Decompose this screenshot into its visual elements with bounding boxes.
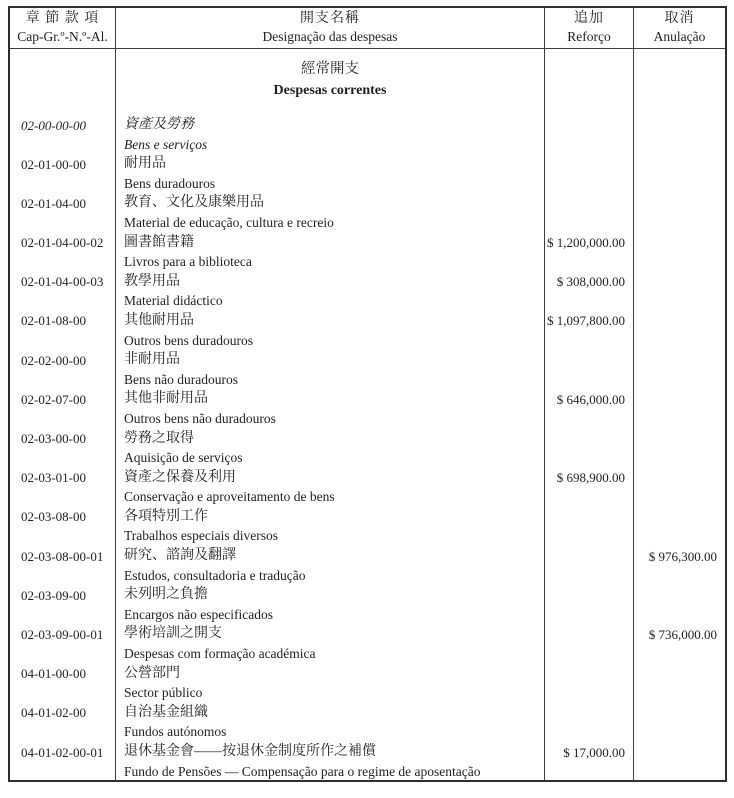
entry-name <box>116 349 545 388</box>
entry-anulacao-amount <box>634 153 725 192</box>
entry-name-zh: 非耐用品 <box>124 352 180 368</box>
entry-anulacao-amount <box>634 271 725 310</box>
entry-name-zh: 自治基金組織 <box>124 704 208 720</box>
col-header-reforco <box>545 8 634 49</box>
entry-anulacao-amount <box>634 232 725 271</box>
entry-name <box>116 388 545 427</box>
entry-reforco-amount: $ 1,097,800.00 <box>545 310 634 349</box>
entry-anulacao-amount <box>634 663 725 702</box>
entry-reforco-amount: $ 646,000.00 <box>545 388 634 427</box>
entry-name-zh: 退休基金會——按退休金制度所作之補償 <box>124 744 376 759</box>
entry-name-pt: Livros para a biblioteca <box>124 254 252 270</box>
entry-name-pt: Trabalhos especiais diversos <box>124 528 278 544</box>
entry-reforco-amount <box>545 663 634 702</box>
entry-name-pt: Outros bens duradouros <box>124 332 253 348</box>
entry-code: 02-01-04-00-03 <box>10 271 116 310</box>
entry-reforco-amount <box>545 349 634 388</box>
entry-name <box>116 467 545 506</box>
entry-name-zh: 勞務之取得 <box>124 430 194 446</box>
entry-reforco-amount <box>545 623 634 662</box>
entry-anulacao-amount <box>634 584 725 623</box>
entry-reforco-amount <box>545 192 634 231</box>
entry-code: 04-01-02-00 <box>10 702 116 741</box>
section-row-reforco-cell <box>545 49 634 114</box>
entry-name-zh: 其他耐用品 <box>124 312 194 328</box>
entry-name-zh: 其他非耐用品 <box>124 391 208 407</box>
entry-reforco-amount: $ 698,900.00 <box>545 467 634 506</box>
entry-code: 02-03-08-00 <box>10 506 116 545</box>
entry-code: 02-01-04-00-02 <box>10 232 116 271</box>
entry-name-pt: Bens e serviços <box>124 136 208 152</box>
entry-anulacao-amount <box>634 428 725 467</box>
entry-name <box>116 702 545 741</box>
entry-name-zh: 教學用品 <box>124 273 180 289</box>
entry-name-zh: 未列明之負擔 <box>124 587 208 603</box>
entry-name-zh: 學術培訓之開支 <box>124 626 222 642</box>
entry-name <box>116 428 545 467</box>
entry-name-zh: 公營部門 <box>124 665 180 681</box>
entry-name-zh: 資產之保養及利用 <box>124 469 236 485</box>
entry-name <box>116 741 545 780</box>
entry-code: 04-01-00-00 <box>10 663 116 702</box>
entry-anulacao-amount <box>634 310 725 349</box>
entry-name-zh: 圖書館書籍 <box>124 234 194 250</box>
entry-code: 02-03-01-00 <box>10 467 116 506</box>
budget-table <box>8 6 727 782</box>
entry-name-pt: Material didáctico <box>124 293 223 309</box>
entry-code: 02-00-00-00 <box>10 114 116 153</box>
entry-anulacao-amount <box>634 349 725 388</box>
entry-name-zh: 資產及勞務 <box>124 117 194 132</box>
entry-name-pt: Bens não duradouros <box>124 371 238 387</box>
section-row-code-cell <box>10 49 116 114</box>
entry-name <box>116 232 545 271</box>
col-header-designation-zh: 開支名稱 <box>300 11 360 26</box>
entry-reforco-amount: $ 17,000.00 <box>545 741 634 780</box>
entry-anulacao-amount <box>634 114 725 153</box>
entry-name <box>116 623 545 662</box>
entry-name <box>116 545 545 584</box>
entry-name-pt: Fundo de Pensões — Compensação para o regime de aposentação <box>124 763 481 779</box>
entry-reforco-amount <box>545 545 634 584</box>
entry-name-pt: Aquisição de serviços <box>124 450 243 466</box>
entry-reforco-amount <box>545 153 634 192</box>
section-title-pt: Despesas correntes <box>273 83 387 98</box>
entry-code: 02-03-09-00-01 <box>10 623 116 662</box>
entry-anulacao-amount <box>634 741 725 780</box>
entry-code: 02-02-07-00 <box>10 388 116 427</box>
entry-code: 02-03-09-00 <box>10 584 116 623</box>
entry-name <box>116 584 545 623</box>
entry-name-zh: 耐用品 <box>124 156 166 172</box>
entry-name-zh: 各項特別工作 <box>124 508 208 524</box>
col-header-anulacao <box>634 8 725 49</box>
col-header-reforco-pt: Reforço <box>567 29 611 44</box>
entry-reforco-amount <box>545 584 634 623</box>
entry-name <box>116 192 545 231</box>
entry-name-pt: Encargos não especificados <box>124 606 273 622</box>
section-title-zh: 經常開支 <box>301 61 359 77</box>
entry-name <box>116 271 545 310</box>
col-header-code-pt: Cap-Gr.º-N.º-Al. <box>17 29 108 44</box>
entry-anulacao-amount: $ 976,300.00 <box>648 548 717 564</box>
entry-code: 02-03-08-00-01 <box>10 545 116 584</box>
entry-name-pt: Bens duradouros <box>124 175 216 191</box>
col-header-designation-pt: Designação das despesas <box>262 29 398 44</box>
section-row-anulacao-cell <box>634 49 725 114</box>
entry-anulacao-amount <box>634 702 725 741</box>
entry-reforco-amount <box>545 428 634 467</box>
entry-name-zh: 研究、諮詢及翻譯 <box>124 548 236 564</box>
entry-name-pt: Fundos autónomos <box>124 724 227 740</box>
col-header-reforco-zh: 追加 <box>574 11 604 26</box>
entry-name-pt: Despesas com formação académica <box>124 646 316 662</box>
entry-anulacao-amount <box>634 506 725 545</box>
entry-anulacao-amount <box>634 192 725 231</box>
entry-name <box>116 114 545 153</box>
entry-anulacao-amount <box>634 388 725 427</box>
entry-name <box>116 663 545 702</box>
entry-name-pt: Outros bens não duradouros <box>124 410 276 426</box>
entry-code: 02-01-04-00 <box>10 192 116 231</box>
entry-name <box>116 153 545 192</box>
entry-reforco-amount <box>545 702 634 741</box>
entry-reforco-amount: $ 1,200,000.00 <box>545 232 634 271</box>
entry-name <box>116 506 545 545</box>
col-header-anulacao-pt: Anulação <box>653 29 706 44</box>
col-header-designation <box>116 8 545 49</box>
col-header-anulacao-zh: 取消 <box>664 11 695 26</box>
col-header-code <box>10 8 116 49</box>
entry-name-pt: Sector público <box>124 685 203 701</box>
entry-anulacao-amount <box>634 467 725 506</box>
entry-name-pt: Material de educação, cultura e recreio <box>124 214 334 230</box>
entry-reforco-amount <box>545 506 634 545</box>
entry-name-pt: Estudos, consultadoria e tradução <box>124 567 306 583</box>
entry-reforco-amount <box>545 114 634 153</box>
entry-code: 02-03-00-00 <box>10 428 116 467</box>
entry-code: 02-02-00-00 <box>10 349 116 388</box>
entry-code: 02-01-08-00 <box>10 310 116 349</box>
entry-reforco-amount: $ 308,000.00 <box>545 271 634 310</box>
entry-code: 04-01-02-00-01 <box>10 741 116 780</box>
entry-name-zh: 教育、文化及康樂用品 <box>124 195 264 211</box>
entry-name-pt: Conservação e aproveitamento de bens <box>124 489 335 505</box>
section-title <box>116 49 545 114</box>
entry-anulacao-amount: $ 736,000.00 <box>648 626 717 642</box>
col-header-code-zh: 章 節 款 項 <box>25 11 100 26</box>
entry-name <box>116 310 545 349</box>
entry-code: 02-01-00-00 <box>10 153 116 192</box>
